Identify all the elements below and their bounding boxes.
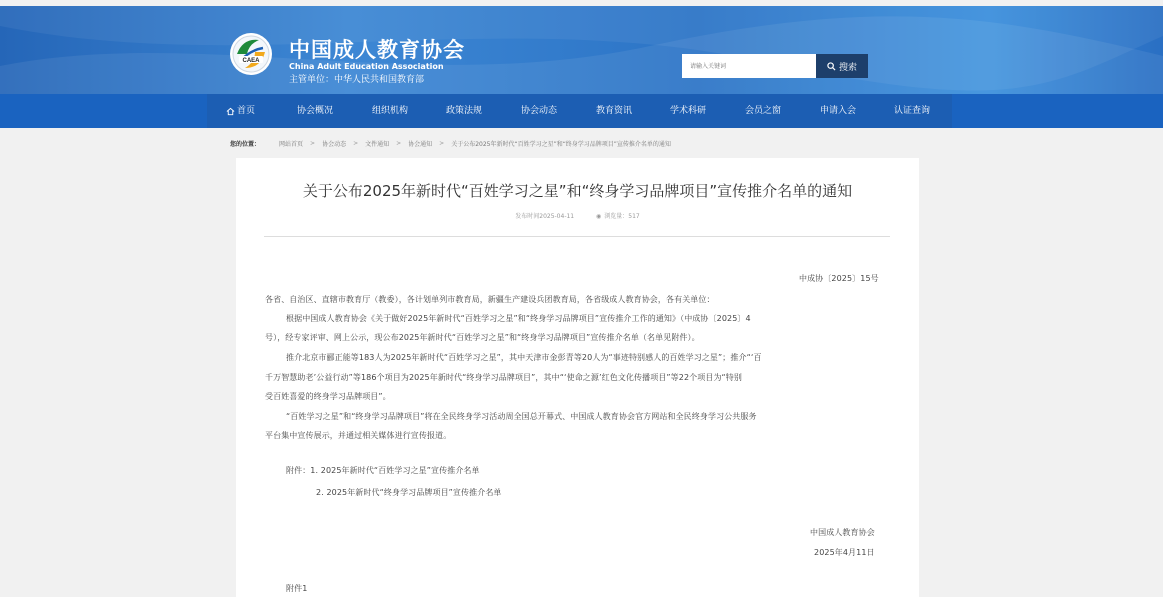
nav-item-about[interactable]: 协会概况 — [297, 106, 334, 116]
publish-time: 发布时间2025-04-11 — [515, 213, 575, 220]
view-count — [596, 213, 640, 220]
search-icon — [827, 62, 836, 71]
nav-item-join[interactable]: 申请入会 — [820, 106, 857, 116]
paragraph-1-line-1: 根据中国成人教育协会《关于做好2025年新时代“百姓学习之星”和“终身学习品牌项目”宣传推介工作的通知》（中成协〔2025〕4 — [286, 314, 751, 323]
salutation: 各省、自治区、直辖市教育厅（教委），各计划单列市教育局，新疆生产建设兵团教育局，各省级成人教育协会，各有关单位： — [265, 295, 715, 304]
breadcrumb-item-home[interactable]: 网站首页 — [279, 141, 304, 148]
chevron-right-icon: > — [353, 140, 359, 147]
appendix-label: 附件1 — [286, 584, 308, 593]
chevron-right-icon: > — [439, 140, 445, 147]
eye-icon: ◉ — [596, 213, 602, 220]
nav-item-members[interactable]: 会员之窗 — [745, 106, 782, 116]
breadcrumb-item-notices[interactable]: 文件通知 — [365, 141, 390, 148]
signature-date: 2025年4月11日 — [814, 548, 875, 557]
breadcrumb-label: 您的位置： — [230, 141, 261, 148]
breadcrumb-item-current: 关于公布2025年新时代“百姓学习之星”和“终身学习品牌项目”宣传推介名单的通知 — [451, 141, 671, 148]
signature-organization: 中国成人教育协会 — [810, 528, 875, 537]
paragraph-3-line-2: 平台集中宣传展示，并通过相关媒体进行宣传报道。 — [265, 431, 452, 440]
paragraph-3-line-1: “百姓学习之星”和“终身学习品牌项目”将在全民终身学习活动周全国总开幕式、中国成人教育协会官方网站和全民终身学习公共服务 — [286, 412, 757, 421]
attachment-2-link[interactable]: 2. 2025年新时代“终身学习品牌项目”宣传推介名单 — [316, 488, 502, 497]
chevron-right-icon: > — [396, 140, 402, 147]
doc-number: 中成协〔2025〕15号 — [799, 274, 879, 283]
logo-text: CAEA — [242, 58, 260, 64]
article-meta — [236, 211, 919, 220]
home-icon — [226, 107, 235, 116]
nav-item-label: 首页 — [237, 106, 256, 116]
chevron-right-icon: > — [310, 140, 316, 147]
attachment-1-link[interactable]: 附件：1. 2025年新时代“百姓学习之星”宣传推介名单 — [286, 466, 480, 475]
nav-item-policies[interactable]: 政策法规 — [446, 106, 483, 116]
title-divider — [264, 236, 890, 237]
article-card — [236, 158, 919, 597]
nav-item-certification[interactable]: 认证查询 — [894, 106, 931, 116]
paragraph-1-line-2: 号），经专家评审、网上公示，现公布2025年新时代“百姓学习之星”和“终身学习品牌项目”宣传推介名单（名单见附件）。 — [265, 333, 700, 342]
nav-item-education-info[interactable]: 教育资讯 — [596, 106, 633, 116]
paragraph-2-line-1: 推介北京市郦正能等183人为2025年新时代“百姓学习之星”，其中天津市金彭青等20人为“事迹特别感人的百姓学习之星”；推介“‘百 — [286, 353, 762, 362]
site-title: 中国成人教育协会 — [289, 38, 465, 62]
search-button[interactable] — [816, 54, 868, 78]
view-count-text: 浏览量：517 — [604, 213, 640, 220]
site-header — [0, 6, 1163, 94]
breadcrumb — [230, 139, 671, 148]
main-nav — [0, 94, 1163, 128]
caea-logo[interactable] — [229, 30, 273, 80]
search-input[interactable] — [682, 54, 816, 78]
breadcrumb-item-news[interactable]: 协会动态 — [322, 141, 347, 148]
article-title: 关于公布2025年新时代“百姓学习之星”和“终身学习品牌项目”宣传推介名单的通知 — [302, 182, 853, 200]
search-button-label: 搜索 — [838, 62, 857, 73]
nav-item-research[interactable]: 学术科研 — [670, 106, 707, 116]
breadcrumb-item-association-notices[interactable]: 协会通知 — [408, 141, 433, 148]
header-background-wave — [0, 6, 1163, 94]
paragraph-2-line-2: 千万智慧助老’公益行动”等186个项目为2025年新时代“终身学习品牌项目”，其中“‘使命之源’红色文化传播项目”等22个项目为“特别 — [265, 373, 742, 382]
site-subtitle-cn: 主管单位：中华人民共和国教育部 — [289, 75, 425, 85]
paragraph-2-line-3: 受百姓喜爱的终身学习品牌项目”。 — [265, 392, 391, 401]
nav-item-organization[interactable]: 组织机构 — [372, 106, 409, 116]
nav-item-home[interactable] — [226, 94, 255, 128]
nav-item-news[interactable]: 协会动态 — [521, 106, 558, 116]
site-subtitle-en: China Adult Education Association — [289, 62, 444, 71]
